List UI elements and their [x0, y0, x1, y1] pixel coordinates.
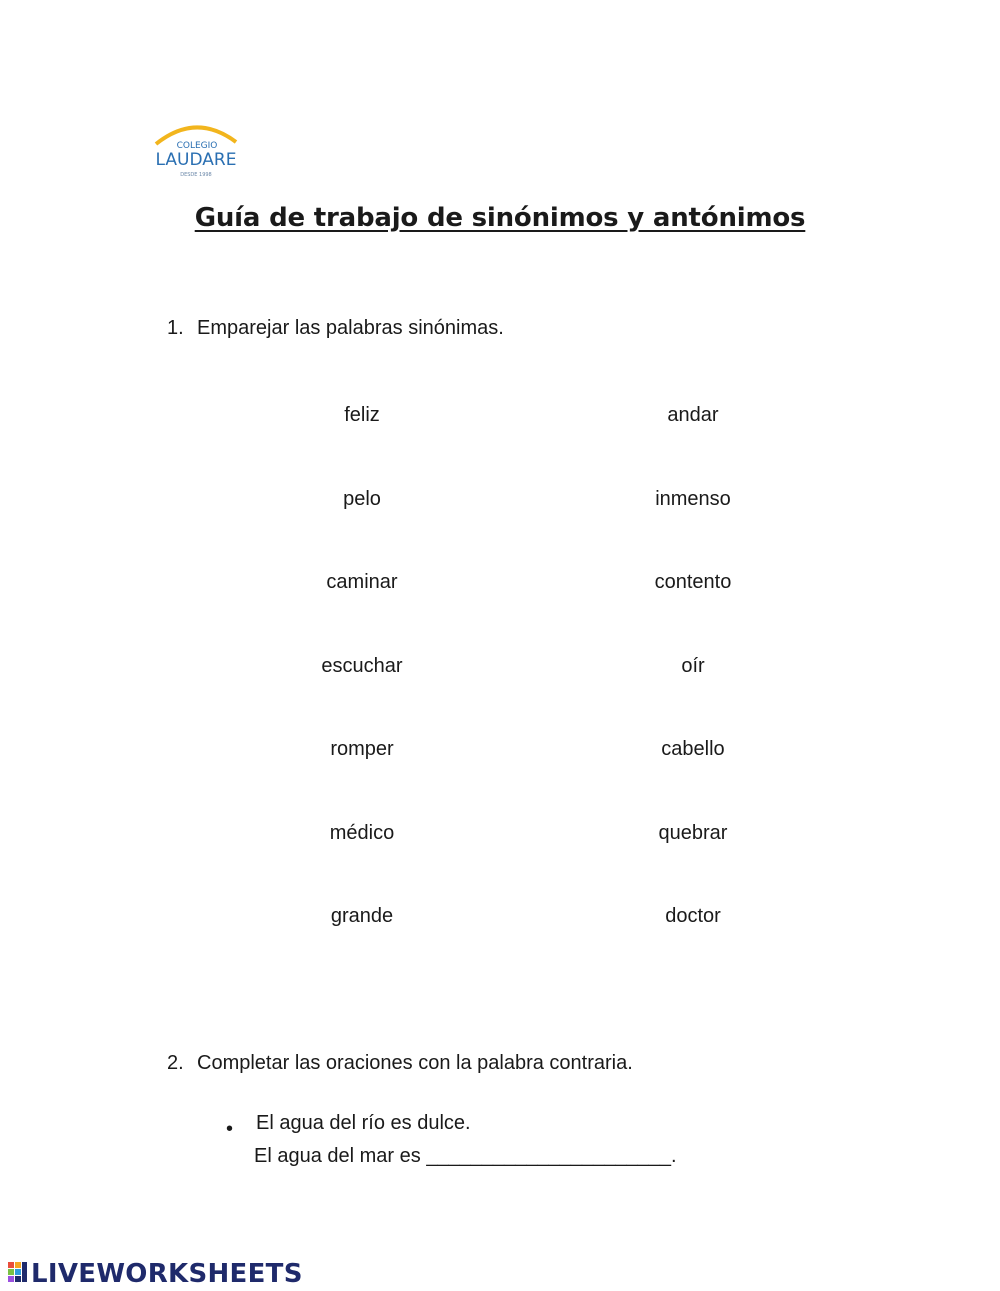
word-left[interactable]: feliz [344, 404, 380, 426]
word-left[interactable]: romper [330, 738, 394, 760]
word-left[interactable]: médico [329, 822, 395, 844]
word-left[interactable]: grande [330, 905, 394, 927]
question-2-text: Completar las oraciones con la palabra contraria. [197, 1052, 633, 1074]
sentence-1: El agua del río es dulce. [256, 1112, 471, 1134]
word-right[interactable]: doctor [665, 905, 721, 927]
page-title: Guía de trabajo de sinónimos y antónimos [194, 203, 806, 233]
bullet-icon: • [226, 1118, 234, 1140]
footer-brand [8, 1259, 303, 1289]
word-right[interactable]: cabello [661, 738, 725, 760]
word-left[interactable]: escuchar [321, 655, 403, 677]
school-logo [150, 118, 242, 180]
word-left[interactable]: pelo [343, 488, 381, 510]
liveworksheets-logo-icon [8, 1262, 28, 1286]
word-left[interactable]: caminar [326, 571, 398, 593]
question-1 [167, 317, 504, 340]
logo-line3: DESDE 1998 [180, 172, 212, 178]
word-right[interactable]: quebrar [658, 822, 728, 844]
sentence-2-blank[interactable]: El agua del mar es ______________________. [254, 1145, 677, 1167]
word-right[interactable]: inmenso [655, 488, 731, 510]
logo-line1: COLEGIO [176, 141, 218, 151]
word-right[interactable]: contento [654, 571, 732, 593]
logo-line2: LAUDARE [155, 150, 237, 170]
question-2-number: 2. [167, 1052, 184, 1074]
footer-brand-text: LIVEWORKSHEETS [31, 1259, 303, 1289]
question-2 [167, 1052, 633, 1075]
word-right[interactable]: oír [681, 655, 705, 677]
question-1-number: 1. [167, 317, 184, 339]
word-right[interactable]: andar [667, 404, 719, 426]
question-1-text: Emparejar las palabras sinónimas. [197, 317, 504, 339]
